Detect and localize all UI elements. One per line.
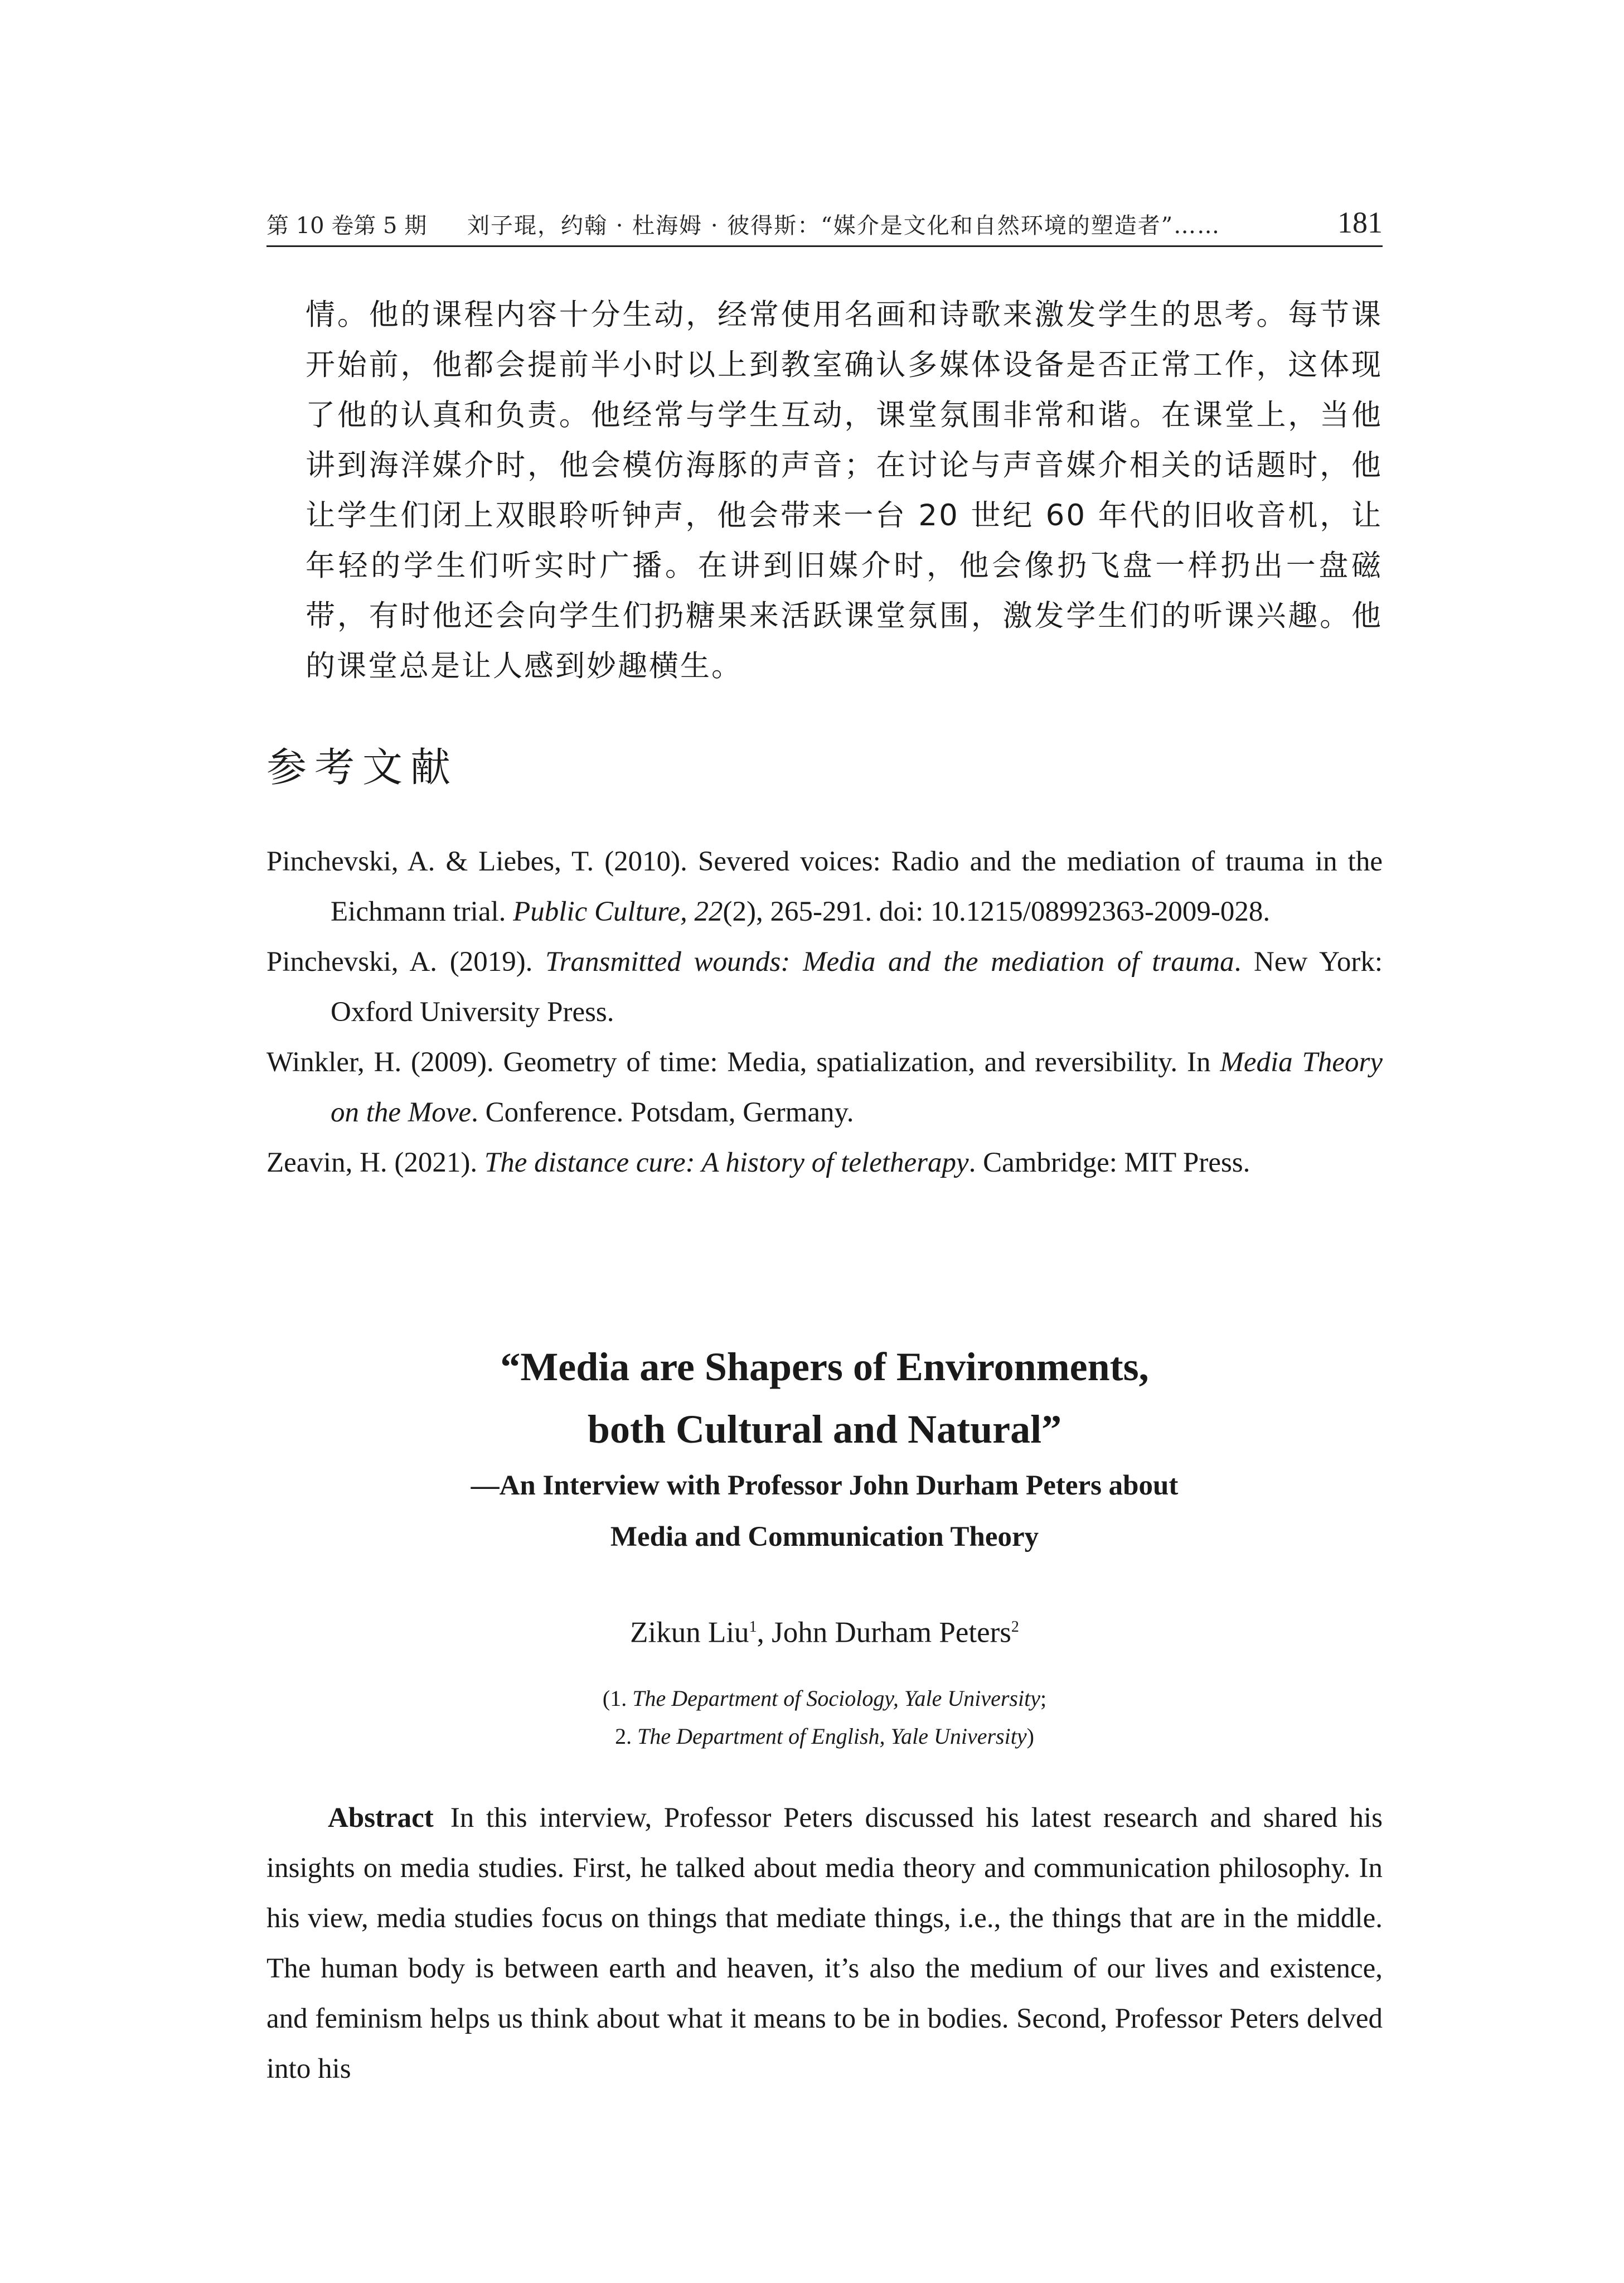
header-rule	[266, 245, 1383, 247]
affiliations: (1. The Department of Sociology, Yale University; 2. The Department of English, Yale University)	[602, 1686, 1047, 1749]
references-heading: 参考文献	[266, 744, 459, 791]
article-title: “Media are Shapers of Environments, both Cultural and Natural”	[500, 1344, 1149, 1452]
reference-item: Pinchevski, A. & Liebes, T. (2010). Severed voices: Radio and the mediation of trauma in the Eichmann trial. Public Culture, 22(2), 265-291. doi: 10.1215/08992363-2009-028.	[266, 846, 1383, 927]
abstract-label: Abstract	[328, 1802, 434, 1834]
reference-list	[266, 836, 1383, 1188]
reference-item: Pinchevski, A. (2019). Transmitted wounds: Media and the mediation of trauma. New York: Oxford University Press.	[266, 946, 1383, 1028]
page-number: 181	[1337, 206, 1383, 239]
abstract	[266, 1793, 1383, 2094]
journal-issue: 第 10 卷第 5 期	[266, 213, 427, 239]
reference-item: Winkler, H. (2009). Geometry of time: Media, spatialization, and reversibility. In Media Theory on the Move. Conference. Potsdam, Germany.	[266, 1047, 1383, 1128]
author-name: Zikun Liu	[630, 1616, 749, 1649]
abstract-text: In this interview, Professor Peters discussed his latest research and shared his insights on media studies. First, he talked about media theory and communication philosophy. In his view, media studies focus on things that mediate things, i.e., the things that are in the middle. The human body is between earth and heaven, it’s also the medium of our lives and existence, and feminism helps us think about what it means to be in bodies. Second, Professor Peters delved into his	[266, 1802, 1383, 2084]
author-name: John Durham Peters	[772, 1616, 1011, 1649]
body-paragraph: 情。他的课程内容十分生动，经常使用名画和诗歌来激发学生的思考。每节课开始前，他都会提前半小时以上到教室确认多媒体设备是否正常工作，这体现了他的认真和负责。他经常与学生互动，课堂氛围非常和谐。在课堂上，当他讲到海洋媒介时，他会模仿海豚的声音；在讨论与声音媒介相关的话题时，他让学生们闭上双眼聆听钟声，他会带来一台 20 世纪 60 年代的旧收音机，让年轻的学生们听实时广播。在讲到旧媒介时，他会像扔飞盘一样扔出一盘磁带，有时他还会向学生们扔糖果来活跃课堂氛围，激发学生们的听课兴趣。他的课堂总是让人感到妙趣横生。	[306, 298, 1383, 683]
reference-item: Zeavin, H. (2021). The distance cure: A history of teletherapy. Cambridge: MIT Press.	[266, 1147, 1250, 1178]
article-subtitle: —An Interview with Professor John Durham Peters about Media and Communication Theory	[471, 1470, 1179, 1552]
author-line: Zikun Liu$^1$, John Durham Peters$^2$	[630, 1616, 1019, 1649]
running-header	[266, 206, 1383, 245]
running-title: 刘子琨，约翰 · 杜海姆 · 彼得斯：“媒介是文化和自然环境的塑造者”……	[467, 213, 1221, 239]
